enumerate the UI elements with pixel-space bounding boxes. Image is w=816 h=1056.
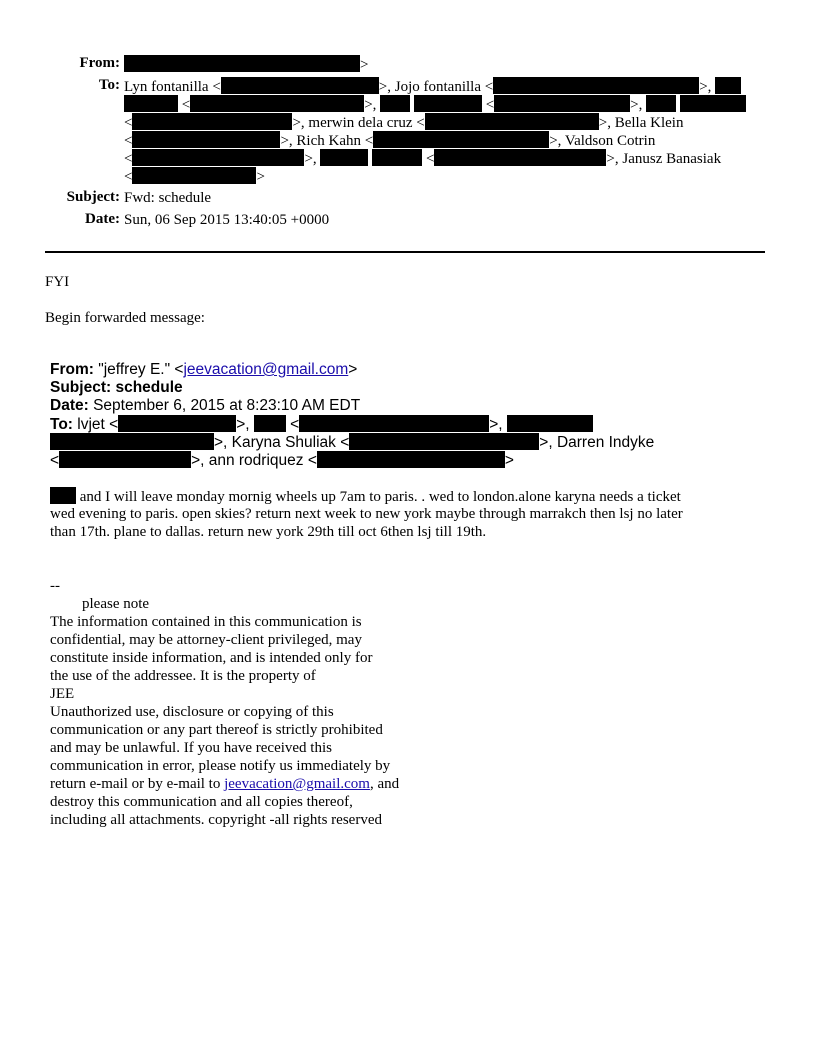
message-line-3: than 17th. plane to dallas. return new york 29th till oct 6then lsj till 19th. [50,524,487,540]
fwd-to-label: To: [50,416,73,433]
disclaimer-line: the use of the addressee. It is the property of [50,668,316,684]
redaction-block [50,487,76,504]
subject-label: Subject: [66,189,120,205]
to-line-1: Lyn fontanilla < >, Jojo fontanilla < >, [124,77,741,96]
redaction-block [680,95,746,112]
redaction-block [190,95,364,112]
redaction-block [132,149,304,166]
fwd-from-label: From: [50,361,94,378]
fyi-text: FYI [45,274,70,290]
from-line: > [124,55,368,74]
disclaimer-line: destroy this communication and all copies thereof, [50,794,353,810]
fwd-date-label: Date: [50,397,89,414]
redaction-block [299,415,489,432]
redaction-block [317,451,505,468]
to-line-6: < > [124,169,265,185]
redaction-block [715,77,741,94]
redaction-block [118,415,236,432]
redaction-block [221,77,379,94]
redaction-block [434,149,606,166]
message-line-1: and I will leave monday mornig wheels up 7am to paris. . wed to london.alone karyna needs a ticket [50,487,681,506]
fwd-date-line: Date: September 6, 2015 at 8:23:10 AM EDT [50,397,361,414]
disclaimer-line: communication or any part thereof is strictly prohibited [50,722,383,738]
fwd-to-line-1: To: lvjet < >, < >, [50,415,593,434]
fwd-to-line-3: < >, ann rodriquez < > [50,452,514,469]
disclaimer-line: and may be unlawful. If you have received this [50,740,332,756]
redaction-block [50,433,214,450]
signature-dashes: -- [50,578,60,594]
to-line-4: < >, Rich Kahn < >, Valdson Cotrin [124,133,656,149]
fwd-to-line-2: >, Karyna Shuliak < >, Darren Indyke [50,433,654,452]
to-line-3: < >, merwin dela cruz < >, Bella Klein [124,115,684,131]
redaction-block [507,415,593,432]
disclaimer-line: confidential, may be attorney-client privileged, may [50,632,362,648]
fwd-subject-label: Subject: [50,379,112,396]
fwd-from-line: From: "jeffrey E." <jeevacation@gmail.com> [50,361,358,378]
redaction-block [493,77,699,94]
redaction-block [124,55,360,72]
fwd-subject-value: schedule [115,379,183,396]
begin-forwarded-text: Begin forwarded message: [45,310,205,326]
redaction-block [124,95,178,112]
redaction-block [59,451,191,468]
please-note: please note [82,596,150,612]
disclaimer-email-line: return e-mail or by e-mail to jeevacation@gmail.com, and [50,776,400,792]
message-line-2: wed evening to paris. open skies? return next week to new york maybe through marrakch then lsj no later [50,506,683,522]
disclaimer-line: JEE [50,686,75,702]
fwd-subject-line [50,379,183,397]
redaction-block [132,131,280,148]
header-divider [45,251,765,253]
disclaimer-line: Unauthorized use, disclosure or copying of this [50,704,334,720]
to-line-5: < >, < >, Janusz Banasiak [124,151,722,167]
subject-value: Fwd: schedule [124,190,212,206]
redaction-block [132,113,292,130]
redaction-block [414,95,482,112]
to-label: To: [98,77,120,93]
redaction-block [646,95,676,112]
from-label: From: [79,55,120,71]
redaction-block [372,149,422,166]
redaction-block [349,433,539,450]
redaction-block [425,113,599,130]
redaction-block [320,149,368,166]
redaction-block [380,95,410,112]
disclaimer-line: communication in error, please notify us immediately by [50,758,391,774]
disclaimer-line: The information contained in this communication is [50,614,362,630]
date-value: Sun, 06 Sep 2015 13:40:05 +0000 [124,212,330,228]
to-line-2: < >, < >, [124,95,746,114]
disclaimer-email-link[interactable]: jeevacation@gmail.com [224,776,370,792]
redaction-block [494,95,630,112]
redaction-block [132,167,256,184]
disclaimer-line: constitute inside information, and is intended only for [50,650,373,666]
disclaimer-line: including all attachments. copyright -all rights reserved [50,812,382,828]
redaction-block [373,131,549,148]
date-label: Date: [85,211,120,227]
fwd-from-email-link[interactable]: jeevacation@gmail.com [183,361,349,378]
redaction-block [254,415,286,432]
